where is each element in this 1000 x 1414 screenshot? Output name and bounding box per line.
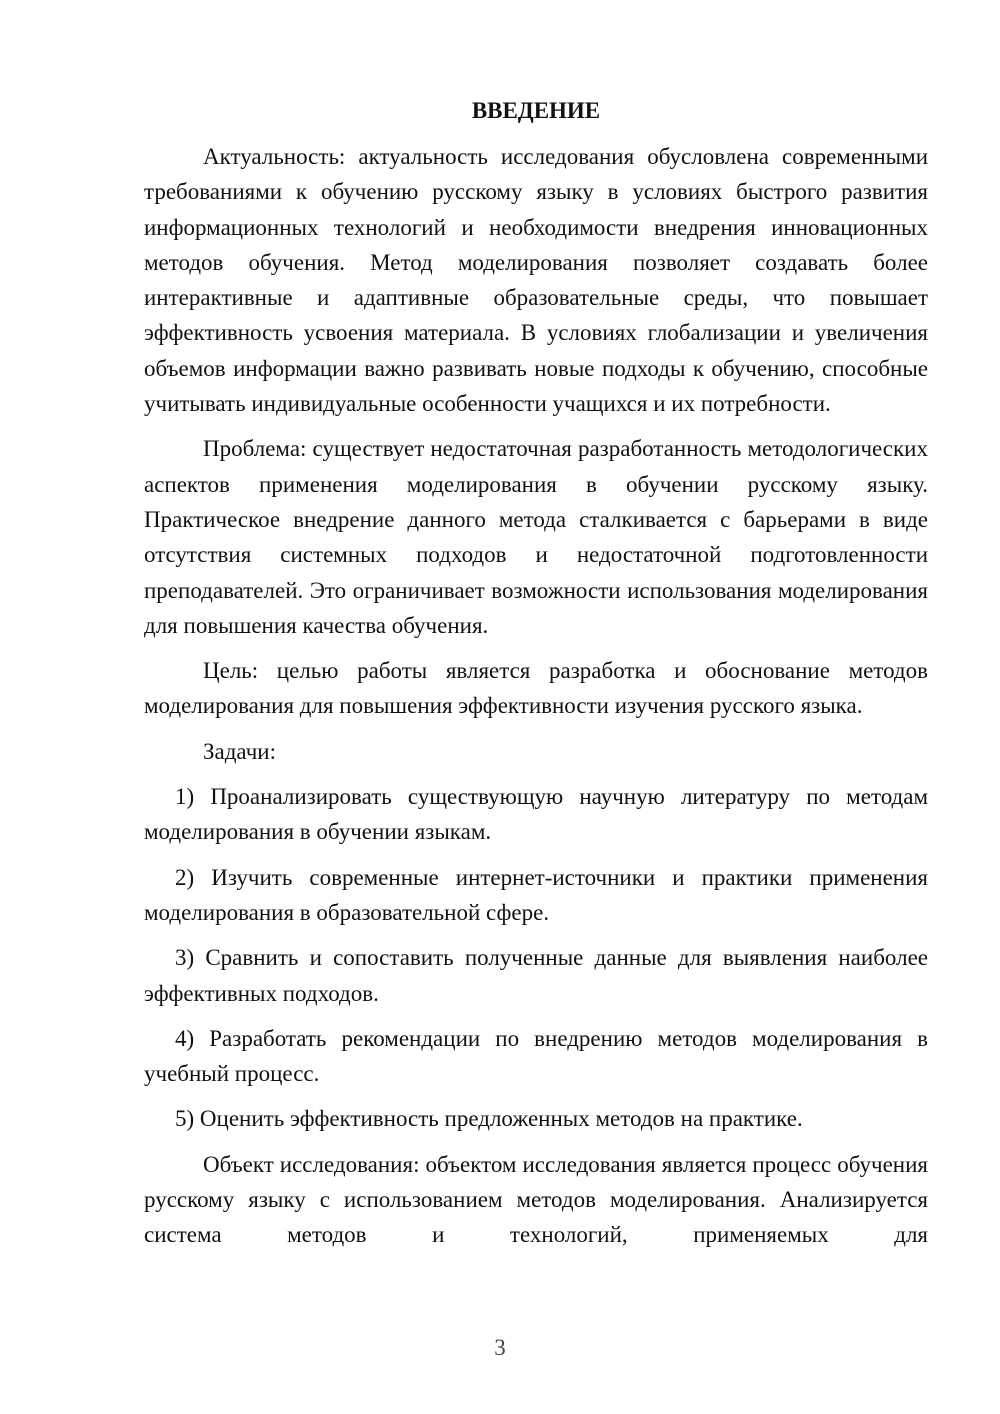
paragraph-object: Объект исследования: объектом исследования является процесс обучения русскому языку с использованием методов моделирования. Анализируется система методов и технологий, применяемых для bbox=[144, 1151, 928, 1248]
paragraph-goal: Цель: целью работы является разработка и обоснование методов моделирования для повышения эффективности изучения русского языка. bbox=[144, 658, 928, 719]
task-item-2: 2) Изучить современные интернет-источники и практики применения моделирования в образовательной сфере. bbox=[144, 864, 928, 925]
task-item-1: 1) Проанализировать существующую научную литературу по методам моделирования в обучении языкам. bbox=[144, 784, 928, 845]
tasks-heading: Задачи: bbox=[203, 738, 276, 764]
page-number: 3 bbox=[494, 1335, 506, 1360]
document-page bbox=[144, 96, 928, 1263]
section-title: ВВЕДЕНИЕ bbox=[471, 98, 601, 123]
paragraph-problem: Проблема: существует недостаточная разработанность методологических аспектов применения моделирования в обучении русскому языку. Практическое внедрение данного метода сталкивается с барьерами в виде отсутствия системных подходов и недостаточной подготовленности преподавателей. Это ограничивает возможности использования моделирования для повышения качества обучения. bbox=[144, 436, 928, 638]
task-item-3: 3) Сравнить и сопоставить полученные данные для выявления наиболее эффективных подходов. bbox=[144, 945, 928, 1006]
task-item-4: 4) Разработать рекомендации по внедрению методов моделирования в учебный процесс. bbox=[144, 1025, 928, 1087]
task-item-5: 5) Оценить эффективность предложенных методов на практике. bbox=[175, 1106, 803, 1132]
paragraph-relevance: Актуальность: актуальность исследования обусловлена современными требованиями к обучению русскому языку в условиях быстрого развития информационных технологий и необходимости внедрения инновационных методов обучения. Метод моделирования позволяет создавать более интерактивные и адаптивные образовательные среды, что повышает эффективность усвоения материала. В условиях глобализации и увеличения объемов информации важно развивать новые подходы к обучению, способные учитывать индивидуальные особенности учащихся и их потребности. bbox=[144, 144, 928, 417]
